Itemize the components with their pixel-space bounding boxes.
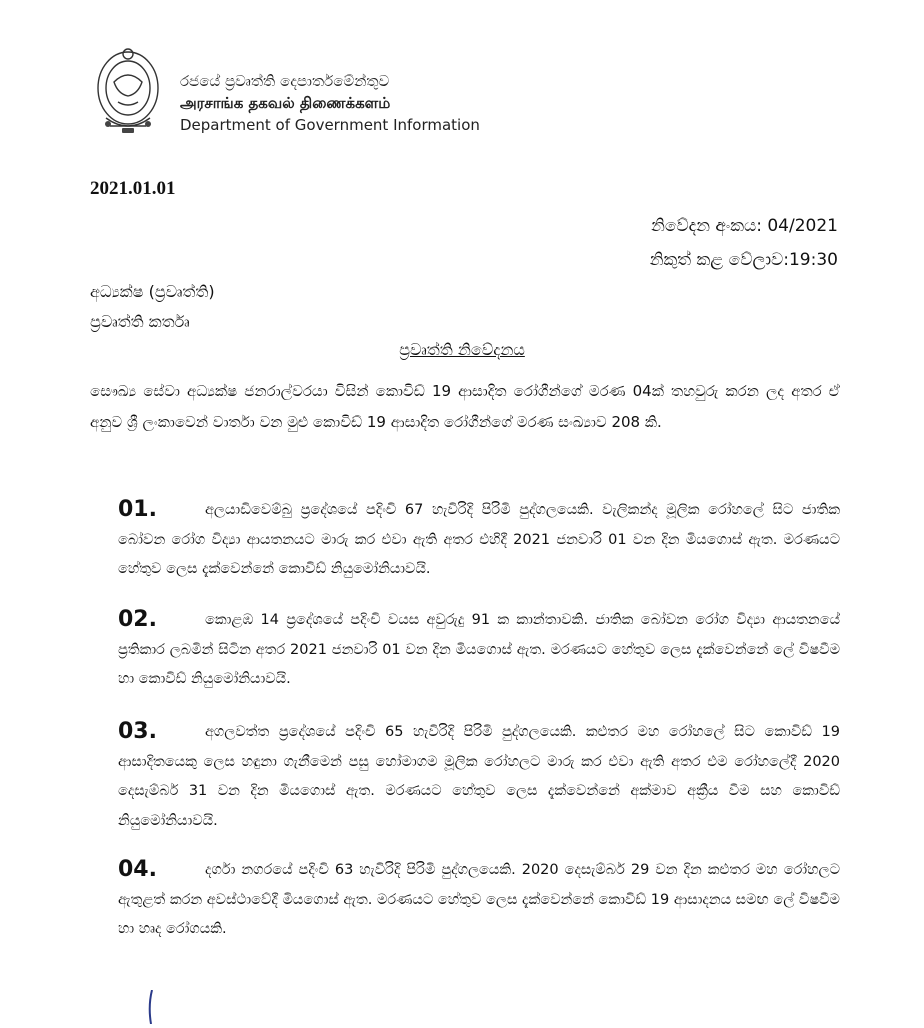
item-number: 02.: [118, 607, 157, 632]
letterhead-tamil: அரசாங்க தகவல் திணைக்களம்: [180, 94, 391, 112]
item-text: දර්ගා නගරයේ පදිංචි 63 හැවිරිදි පිරිමි පුද්ගලයෙකි. 2020 දෙසැම්බර් 29 වන දින කළුතර මහ රෝහලට ඇතුළත් කරන අවස්ථාවේදී මියගොස් ඇත. මරණයට හේතුව ලෙස දැක්වෙන්නේ කොවිඩ් 19 ආසාදනය සමඟ ලේ විෂවීම හා හෘද රෝගයකි.: [118, 862, 840, 937]
release-number: නිවේදන අංකය: 04/2021: [651, 216, 838, 236]
item-text: අගලවත්ත ප්‍රදේශයේ පදිංචි 65 හැවිරිදි පිරිමි පුද්ගලයෙකි. කළුතර මහ රෝහලේ සිට කොවිඩ් 19 ආසාදිතයෙකු ලෙස හඳුනා ගැනීමෙන් පසු හෝමාගම මූලික රෝහලට මාරු කර එවා ඇති අතර එම රෝහලේදී 2020 දෙසැම්බර් 31 වන දින මියගොස් ඇත. මරණයට හේතුව ලෙස දැක්වෙන්නේ අක්මාව අක්‍රීය වීම සහ කොවිඩ් නියුමෝනියාවයි.: [118, 724, 840, 829]
item-text: කොළඹ 14 ප්‍රදේශයේ පදිංචි වයස අවුරුදු 91 ක කාන්තාවකි. ජාතික බෝවන රෝග විද්‍යා ආයතනයේ ප්‍රතිකාර ලබමින් සිටින අතර 2021 ජනවාරි 01 වන දින මියගොස් ඇත. මරණයට හේතුව ලෙස දැක්වෙන්නේ ලේ විෂවීම හා කොවිඩ් නියුමෝනියාවයි.: [118, 612, 840, 687]
item-number: 03.: [118, 719, 157, 744]
recipient-line-1: අධ්‍යක්ෂ (ප්‍රවෘත්ති): [90, 282, 215, 301]
government-emblem-icon: [92, 42, 164, 136]
letterhead-sinhala: රජයේ ප්‍රවෘත්ති දෙපාර්තමේන්තුව: [180, 72, 390, 90]
page-edge-mark: [146, 990, 156, 1024]
item-number: 04.: [118, 857, 157, 882]
death-report-item: [118, 718, 840, 836]
recipient-line-2: ප්‍රවෘත්ති කර්තෘ: [90, 312, 190, 331]
letterhead-english: Department of Government Information: [180, 116, 480, 134]
death-report-item: [118, 496, 840, 585]
item-text: අලයාඩිවෙම්බු ප්‍රදේශයේ පදිංචි 67 හැවිරිදි පිරිමි පුද්ගලයෙකි. වැලිකන්ද මූලික රෝහලේ සිට ජාතික බෝවන රෝග විද්‍යා ආයතනයට මාරු කර එවා ඇති අතර එහිදී 2021 ජනවාරි 01 වන දින මියගොස් ඇත. මරණයට හේතුව ලෙස දැක්වෙන්නේ කොවිඩ් නියුමෝනියාවයි.: [118, 502, 840, 577]
intro-paragraph: සෞඛ්‍ය සේවා අධ්‍යක්ෂ ජනරාල්වරයා විසින් කොවිඩ් 19 ආසාදිත රෝගීන්ගේ මරණ 04ක් තහවුරු කරන ලද අතර ඒ අනුව ශ්‍රී ලංකාවෙන් වාර්තා වන මුළු කොවිඩ් 19 ආසාදිත රෝගීන්ගේ මරණ සංඛ්‍යාව 208 කි.: [90, 382, 840, 431]
death-report-item: [118, 606, 840, 695]
death-report-item: [118, 856, 840, 945]
item-number: 01.: [118, 497, 157, 522]
release-time: නිකුත් කළ වේලාව:19:30: [649, 250, 838, 270]
document-title: ප්‍රවෘත්ති නිවේදනය: [399, 340, 525, 359]
document-date: 2021.01.01: [90, 178, 176, 199]
